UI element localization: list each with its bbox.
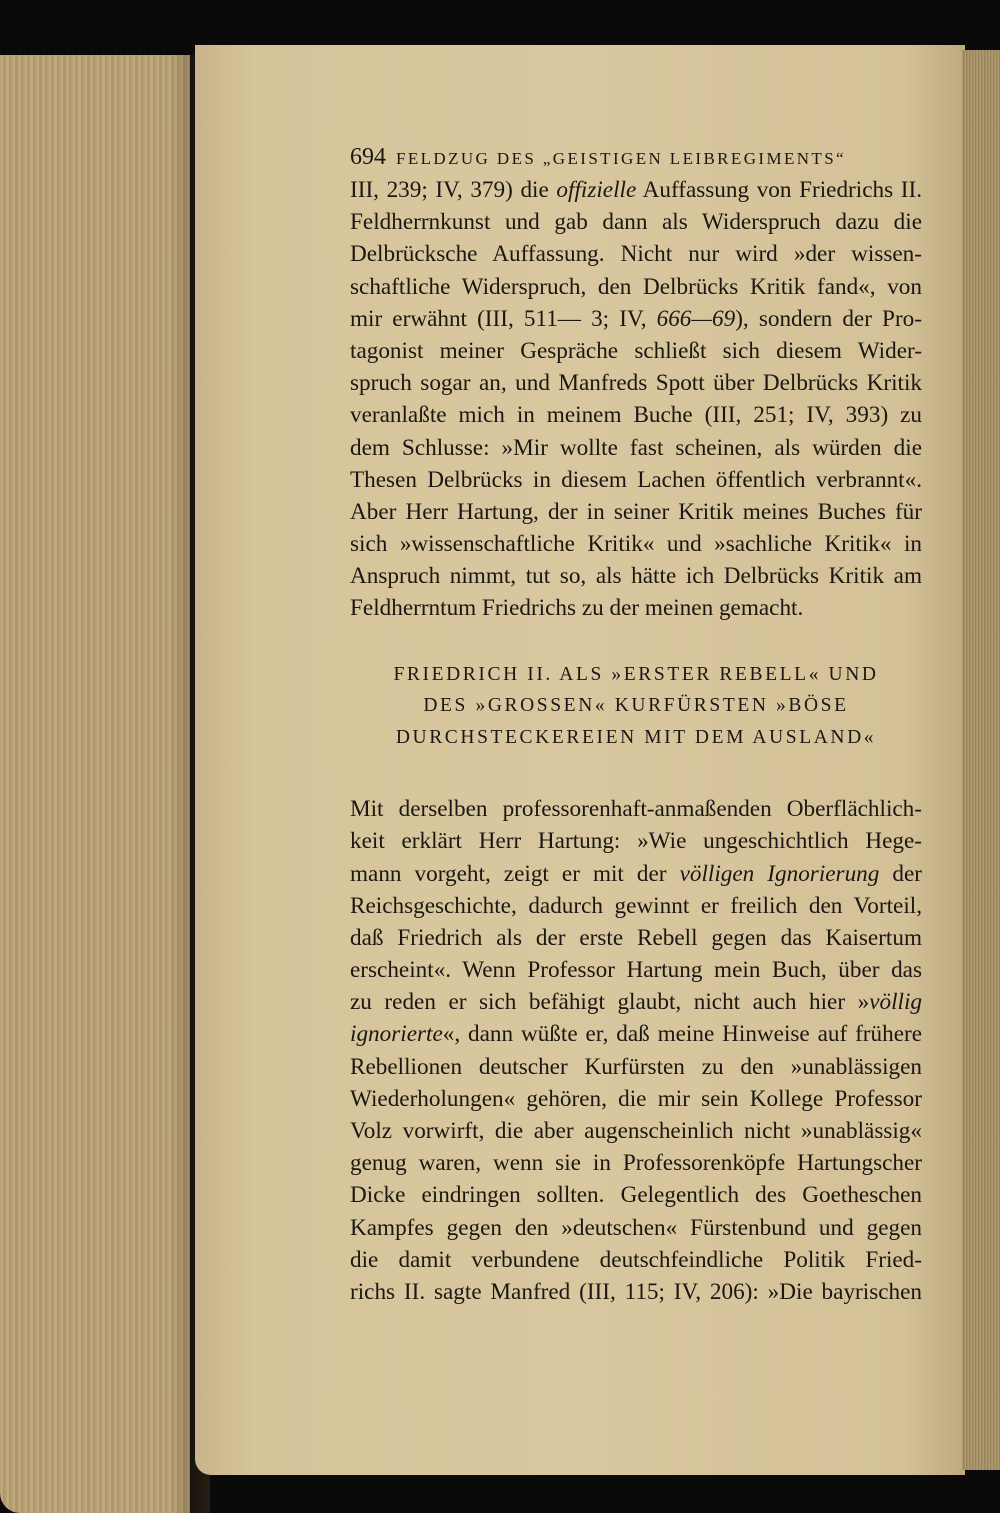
spacer [350,753,922,793]
text-line: Delbrücksche Auffassung. Nicht nur wird »der wissen- [350,241,922,268]
text-line: die damit verbundene deutschfeindliche Politik Fried- [350,1246,922,1273]
text-line: Wiederholungen« gehören, die mir sein Kollege Professor [350,1085,922,1112]
text-span: «, dann wüßte er, daß meine Hinweise auf frühere [442,1021,922,1048]
text-line: spruch sogar an, und Manfreds Spott über Delbrücks Kritik [350,370,922,397]
page-header [350,140,922,174]
page-text [350,140,922,1308]
text-line [350,303,922,335]
heading-line: DURCHSTECKEREIEN MIT DEM AUSLAND« [395,726,877,748]
heading-line: FRIEDRICH II. ALS »ERSTER REBELL« UND [393,663,879,685]
text-line: Feldherrntum Friedrichs zu der meinen gemacht. [350,595,804,622]
text-span: III, 239; IV, 379) die [350,177,557,203]
text-line: Rebellionen deutscher Kurfürsten zu den »unablässigen [350,1053,922,1080]
italic-span: ignorierte [350,1021,443,1048]
text-span: mir erwähnt (III, 511— 3; IV, [350,305,657,332]
text-span: der [879,860,923,887]
text-line: dem Schlusse: »Mir wollte fast scheinen, als würden die [350,434,922,461]
text-line: Feldherrnkunst und gab dann als Widerspruch dazu die [350,209,922,236]
italic-span: völligen Ignorierung [679,860,880,887]
running-head: FELDZUG DES „GEISTIGEN LEIBREGIMENTS“ [396,149,846,168]
text-line: schaftliche Widerspruch, den Delbrücks Kritik fand«, von [350,273,922,300]
text-line: veranlaßte mich in meinem Buche (III, 251; IV, 393) zu [350,402,922,429]
text-line [350,174,922,206]
paragraph-2 [350,793,922,1308]
text-line: Aber Herr Hartung, der in seiner Kritik meines Buches für [350,498,922,525]
text-span: mann vorgeht, zeigt er mit der [350,860,680,887]
text-line: erscheint«. Wenn Professor Hartung mein Buch, über das [350,957,922,984]
text-line [350,986,922,1018]
text-line [350,858,922,890]
text-line: Reichsgeschichte, dadurch gewinnt er freilich den Vorteil, [350,892,922,919]
text-line: genug waren, wenn sie in Professorenköpfe Hartungscher [350,1150,922,1177]
text-line: richs II. sagte Manfred (III, 115; IV, 206): »Die bayrischen [350,1278,922,1305]
section-heading [350,659,922,754]
italic-span: offizielle [556,177,637,203]
text-line [350,1018,922,1050]
italic-span: völlig [869,989,922,1016]
heading-line: DES »GROSSEN« KURFÜRSTEN »BÖSE [423,695,849,717]
text-span: Auffassung von Friedrichs II. [636,177,922,203]
text-line: Kampfes gegen den »deutschen« Fürstenbund und gegen [350,1214,922,1241]
page-number: 694 [350,144,386,170]
text-line: sich »wissenschaftliche Kritik« und »sachliche Kritik« in [350,531,922,558]
spacer [350,625,922,659]
italic-span: 666—69 [656,305,736,332]
book-page-edges [0,55,190,1513]
text-line: Mit derselben professorenhaft-anmaßenden Oberflächlich- [350,796,922,823]
text-line: keit erklärt Herr Hartung: »Wie ungeschichtlich Hege- [350,828,922,855]
paragraph-1 [350,174,922,625]
text-line: Anspruch nimmt, tut so, als hätte ich Delbrücks Kritik am [350,563,922,590]
text-span: ), sondern der Pro- [735,305,922,332]
text-line: Volz vorwirft, die aber augenscheinlich nicht »unablässig« [350,1118,922,1144]
text-line: daß Friedrich als der erste Rebell gegen das Kaisertum [350,924,922,951]
text-line: Dicke eindringen sollten. Gelegentlich des Goetheschen [350,1182,922,1209]
text-span: zu reden er sich befähigt glaubt, nicht auch hier » [350,989,870,1016]
book-right-edge [962,50,1000,1470]
text-line: tagonist meiner Gespräche schließt sich diesem Wider- [350,337,922,364]
text-line: Thesen Delbrücks in diesem Lachen öffentlich verbrannt«. [350,466,922,493]
